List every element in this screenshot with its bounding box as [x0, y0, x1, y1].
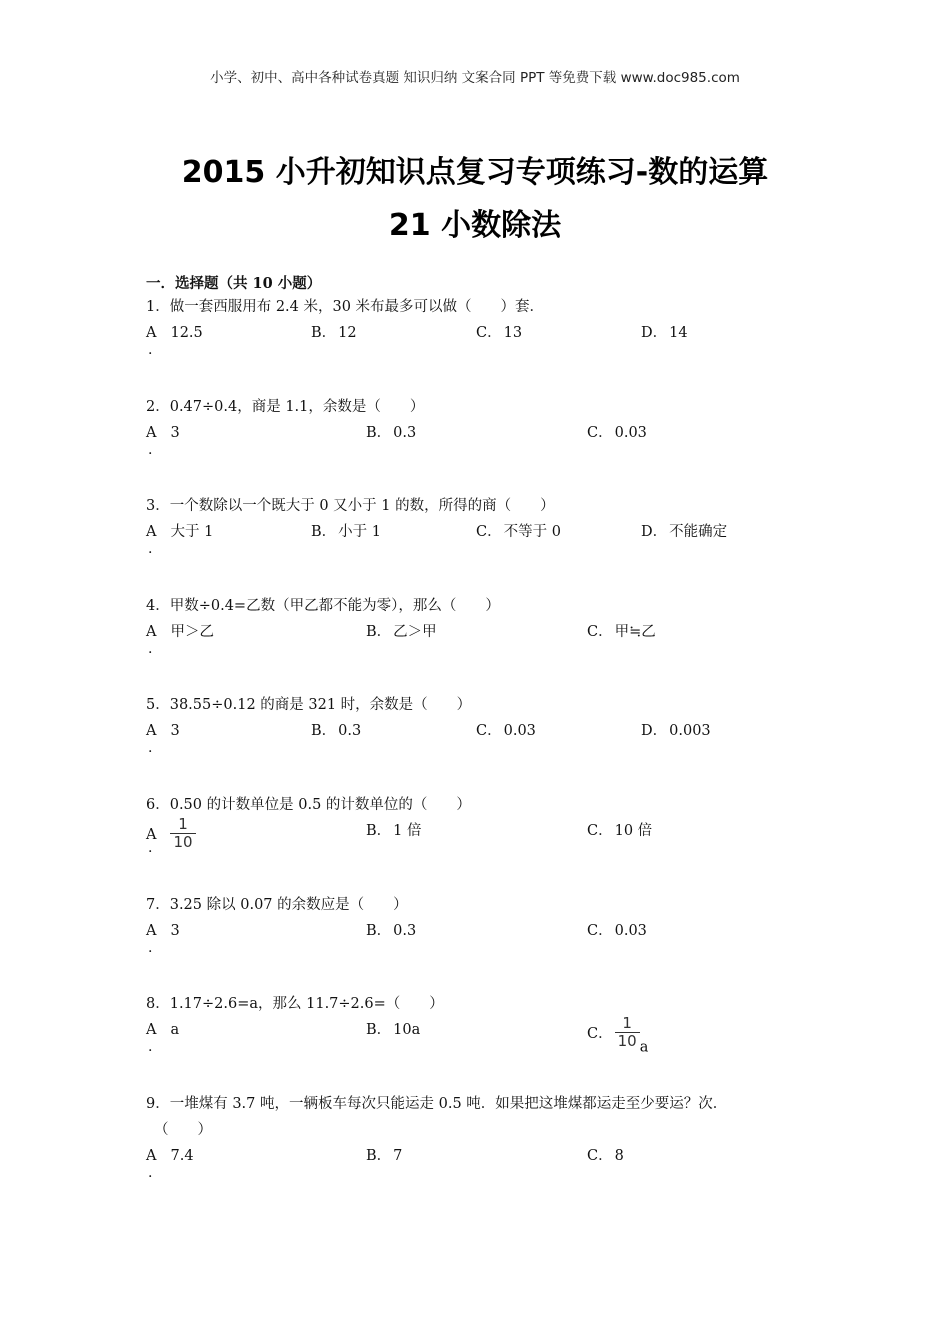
question-stem-continued: （ ）: [154, 1122, 212, 1138]
option-letter: C．: [587, 1025, 613, 1042]
option-letter: B．: [366, 624, 392, 640]
option-text: 0.3: [338, 723, 362, 739]
option-period: .: [148, 840, 153, 856]
option-text: 小于 1: [338, 524, 381, 540]
fraction: [615, 1015, 640, 1050]
option-text: 0.03: [503, 723, 536, 739]
option-period: .: [148, 1039, 153, 1055]
option-letter: A: [146, 425, 157, 441]
answer-options: [146, 619, 826, 657]
answer-option-d[interactable]: [641, 320, 688, 346]
title-line-1: 2015 小升初知识点复习专项练习-数的运算: [181, 155, 769, 190]
option-text: a: [170, 1022, 180, 1038]
question-item: [146, 991, 826, 1056]
title-line-2: 21 小数除法: [388, 208, 562, 243]
question-stem: 4．甲数÷0.4=乙数（甲乙都不能为零），那么（ ）: [146, 598, 500, 614]
option-text: 13: [503, 325, 523, 341]
option-letter: A: [146, 826, 157, 843]
answer-option-d[interactable]: [641, 718, 711, 744]
answer-options: [146, 918, 826, 956]
option-text: 1 倍: [393, 823, 422, 839]
answer-option-a[interactable]: [146, 1143, 194, 1169]
option-text: 0.03: [614, 425, 647, 441]
option-text: 7.4: [170, 1148, 194, 1164]
option-text: 10a: [393, 1022, 421, 1038]
answer-options: [146, 815, 826, 856]
option-text: 3: [170, 723, 180, 739]
question-stem: 7．3.25 除以 0.07 的余数应是（ ）: [146, 897, 408, 913]
answer-option-b[interactable]: [311, 320, 357, 346]
answer-option-b[interactable]: [366, 420, 416, 446]
option-text: 14: [669, 325, 688, 341]
answer-options: [146, 519, 826, 557]
option-text: 甲＞乙: [170, 624, 214, 640]
fraction-numerator: 1: [178, 815, 188, 833]
answer-option-c[interactable]: [587, 918, 647, 944]
option-text: 不等于 0: [503, 524, 561, 540]
option-text: 8: [614, 1148, 624, 1164]
option-text: 乙＞甲: [393, 624, 437, 640]
option-letter: A: [146, 723, 157, 739]
option-text: 0.3: [393, 923, 417, 939]
answer-option-b[interactable]: [366, 1017, 420, 1043]
option-letter: C．: [476, 325, 502, 341]
option-period: .: [148, 1165, 153, 1181]
question-item: [146, 692, 826, 756]
question-stem: 8．1.17÷2.6=a，那么 11.7÷2.6=（ ）: [146, 996, 444, 1012]
option-letter: C．: [587, 624, 613, 640]
option-letter: D．: [641, 325, 668, 341]
question-stem: 6．0.50 的计数单位是 0.5 的计数单位的（ ）: [146, 797, 471, 813]
option-letter: A: [146, 524, 157, 540]
answer-options: [146, 320, 826, 358]
answer-options: [146, 420, 826, 458]
answer-option-a[interactable]: [146, 619, 214, 645]
question-item: [146, 1091, 826, 1181]
answer-option-c[interactable]: [587, 619, 656, 645]
option-text: 0.03: [614, 923, 647, 939]
question-item: [146, 593, 826, 657]
answer-option-a[interactable]: [146, 519, 213, 545]
option-letter: D．: [641, 524, 668, 540]
option-letter: A: [146, 325, 157, 341]
option-letter: B．: [366, 923, 392, 939]
question-stem: 5．38.55÷0.12 的商是 321 时，余数是（ ）: [146, 697, 472, 713]
answer-option-d[interactable]: [641, 519, 727, 545]
question-item: [146, 493, 826, 557]
answer-option-c[interactable]: [587, 1014, 649, 1061]
option-text: 7: [393, 1148, 403, 1164]
section-heading: 一．选择题（共 10 小题）: [146, 275, 322, 292]
option-text: 12.5: [170, 325, 203, 341]
answer-option-b[interactable]: [366, 918, 416, 944]
option-letter: A: [146, 1022, 157, 1038]
option-period: .: [148, 442, 153, 458]
question-stem: 2．0.47÷0.4，商是 1.1，余数是（ ）: [146, 399, 425, 415]
option-text: 不能确定: [669, 524, 728, 540]
page-header-banner: 小学、初中、高中各种试卷真题 知识归纳 文案合同 PPT 等免费下载 www.doc985.com: [210, 70, 740, 86]
answer-option-a[interactable]: [146, 815, 196, 851]
option-text: 3: [170, 425, 180, 441]
answer-option-b[interactable]: [311, 519, 381, 545]
option-period: .: [148, 940, 153, 956]
question-item: [146, 394, 826, 458]
answer-options: [146, 1143, 826, 1181]
answer-option-b[interactable]: [311, 718, 361, 744]
option-text: 甲≒乙: [614, 624, 656, 640]
option-letter: B．: [311, 723, 337, 739]
option-letter: C．: [476, 723, 502, 739]
question-stem: 9．一堆煤有 3.7 吨，一辆板车每次只能运走 0.5 吨．如果把这堆煤都运走至少要运？次．: [146, 1096, 728, 1112]
option-letter: C．: [476, 524, 502, 540]
option-letter: B．: [366, 823, 392, 839]
answer-option-b[interactable]: [366, 818, 422, 844]
fraction: [170, 816, 195, 851]
answer-option-c[interactable]: [587, 1143, 624, 1169]
answer-option-b[interactable]: [366, 1143, 402, 1169]
option-text: 3: [170, 923, 180, 939]
option-letter: A: [146, 624, 157, 640]
option-letter: B．: [366, 425, 392, 441]
fraction-numerator: 1: [622, 1014, 632, 1032]
option-text: 大于 1: [170, 524, 214, 540]
answer-option-c[interactable]: [476, 718, 536, 744]
option-period: .: [148, 641, 153, 657]
question-item: [146, 892, 826, 956]
option-letter: C．: [587, 823, 613, 839]
answer-option-c[interactable]: [476, 320, 522, 346]
option-letter: B．: [311, 524, 337, 540]
answer-options: [146, 718, 826, 756]
answer-option-b[interactable]: [366, 619, 437, 645]
option-letter: C．: [587, 1148, 613, 1164]
option-letter: C．: [587, 425, 613, 441]
question-stem: 1．做一套西服用布 2.4 米，30 米布最多可以做（ ）套．: [146, 299, 545, 315]
option-letter: C．: [587, 923, 613, 939]
question-stem: 3．一个数除以一个既大于 0 又小于 1 的数，所得的商（ ）: [146, 498, 555, 514]
fraction-denominator: 10: [170, 833, 195, 851]
option-letter: B．: [311, 325, 337, 341]
option-period: .: [148, 342, 153, 358]
answer-option-c[interactable]: [476, 519, 561, 545]
option-text: 0.3: [393, 425, 417, 441]
answer-option-c[interactable]: [587, 420, 647, 446]
option-text: 12: [338, 325, 357, 341]
option-letter: B．: [366, 1148, 392, 1164]
answer-option-a[interactable]: [146, 320, 203, 346]
answer-option-c[interactable]: [587, 818, 652, 844]
option-letter: A: [146, 923, 157, 939]
question-item: [146, 294, 826, 358]
document-title: [0, 146, 950, 252]
option-letter: D．: [641, 723, 668, 739]
option-period: .: [148, 541, 153, 557]
option-period: .: [148, 740, 153, 756]
question-item: [146, 792, 826, 856]
answer-options: [146, 1014, 826, 1056]
fraction-denominator: 10: [615, 1032, 640, 1050]
option-text: 10 倍: [614, 823, 653, 839]
option-text: 0.003: [669, 723, 711, 739]
option-letter: B．: [366, 1022, 392, 1038]
fraction-suffix: a: [639, 1039, 649, 1056]
option-letter: A: [146, 1148, 157, 1164]
